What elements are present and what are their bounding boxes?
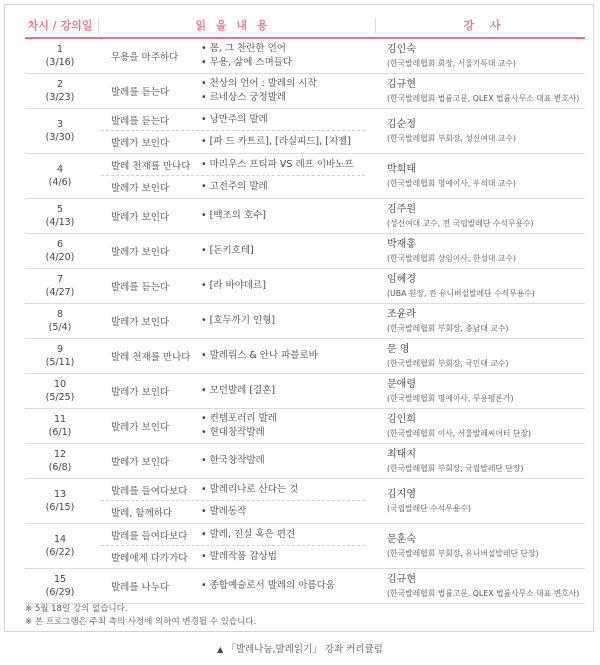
- lecturer-cell: [387, 154, 585, 198]
- content-subrow: [101, 409, 365, 443]
- content-subrow: [101, 304, 365, 338]
- session-cell: [25, 444, 95, 478]
- session-date: (6/29): [45, 587, 75, 598]
- content-subrow: [101, 524, 365, 546]
- lecturer-name: 박희태: [387, 164, 416, 175]
- session-date: (6/22): [45, 547, 75, 558]
- table-row: [25, 409, 585, 444]
- theme-label: 발레를 듣는다: [111, 282, 170, 293]
- lecturer-cell: [387, 234, 585, 268]
- lecturer-name: 김규현: [387, 79, 416, 90]
- session-column-header: 차시 / 강의일: [27, 19, 93, 32]
- session-cell: [25, 39, 95, 73]
- table-row: [25, 524, 585, 569]
- topic-item: • 낭만주의 발레: [201, 113, 365, 127]
- header-divider: [98, 18, 99, 34]
- table-row: [25, 339, 585, 374]
- session-cell: [25, 154, 95, 198]
- theme-label: 발레 천재를 만나다: [111, 160, 191, 172]
- lecturer-affiliation: (한국발레협회 부회장, 국립발레단 단장): [387, 464, 524, 473]
- session-cell: [25, 409, 95, 443]
- topic-list: [201, 131, 365, 153]
- lecturer-name: 최태지: [387, 449, 416, 460]
- theme-label: 발레가 보인다: [111, 387, 170, 398]
- session-cell: [25, 524, 95, 568]
- session-cell: [25, 234, 95, 268]
- topic-list: [201, 74, 365, 108]
- topic-item: • 천상의 언어 : 발레의 시작: [201, 77, 365, 91]
- table-row: [25, 269, 585, 304]
- theme-label: 발레가 보인다: [111, 212, 170, 223]
- lecturer-affiliation: (한국발레협회 부회장, 성신여대 교수): [387, 134, 516, 143]
- session-cell: [25, 199, 95, 233]
- session-number: 6: [56, 239, 64, 250]
- session-cell: [25, 109, 95, 153]
- session-cell: [25, 339, 95, 373]
- topic-list: [201, 501, 365, 523]
- session-cell: [25, 304, 95, 338]
- table-row: [25, 444, 585, 479]
- theme-label: 발레, 함께하다: [111, 508, 173, 519]
- content-subrow: [101, 154, 365, 176]
- topic-item: • 컨템포러리 발레: [201, 412, 365, 426]
- triangle-up-icon: ▲: [217, 645, 224, 654]
- lecturer-cell: [387, 479, 585, 523]
- topic-list: [201, 269, 365, 303]
- lecturer-affiliation: (한국발레협회 회장, 서울기독대 교수): [387, 59, 516, 68]
- topic-list: [201, 39, 365, 73]
- lecturer-name: 김규현: [387, 574, 416, 585]
- lecturer-cell: [387, 269, 585, 303]
- session-number: 7: [56, 274, 64, 285]
- theme-label: 발레를 들여다보다: [111, 530, 188, 542]
- content-subrow: [101, 444, 365, 478]
- session-number: 4: [56, 164, 64, 175]
- theme-label: 발레를 듣는다: [111, 87, 170, 98]
- content-subrow: [101, 479, 365, 501]
- topic-item: • 몸, 그 찬란한 언어: [201, 42, 365, 56]
- session-number: 11: [53, 414, 67, 425]
- session-date: (3/30): [45, 132, 75, 143]
- lecturer-cell: [387, 39, 585, 73]
- topic-item: • 르네상스 궁정발레: [201, 91, 365, 105]
- lecturer-name: 김지영: [387, 489, 416, 500]
- note-no-class: ※ 5월 18일 강의 없습니다.: [25, 604, 128, 614]
- topic-item: • 현대창작발레: [201, 426, 365, 440]
- lecturer-name: 조윤라: [387, 309, 416, 320]
- topic-item: • 발레작품 감상법: [201, 550, 365, 564]
- topic-list: [201, 154, 365, 175]
- session-number: 15: [53, 574, 67, 585]
- topic-list: [201, 479, 365, 500]
- theme-label: 발레가 보인다: [111, 247, 170, 258]
- topic-list: [201, 304, 365, 338]
- theme-label: 발레가 보인다: [111, 138, 170, 149]
- curriculum-table-frame: [4, 4, 594, 632]
- content-subrow: [101, 109, 365, 131]
- note-schedule-change: ※ 본 프로그램은 주최 측의 사정에 의하여 변경될 수 있습니다.: [25, 617, 257, 627]
- topic-item: • 발레동작: [201, 505, 365, 519]
- figure-caption: [0, 641, 600, 655]
- lecturer-name: 박재홍: [387, 239, 416, 250]
- theme-label: 발레 천재를 만나다: [111, 352, 191, 363]
- content-subrow: [101, 546, 365, 568]
- session-date: (4/13): [45, 217, 75, 228]
- lecturer-affiliation: (한국발레협회 이사, 서울발레씨어터 단장): [387, 429, 532, 438]
- theme-label: 발레가 보인다: [111, 457, 170, 468]
- lecturer-cell: [387, 569, 585, 603]
- caption-text: 「발레나눔,발레읽기」 강좌 커리큘럼: [226, 644, 383, 655]
- topic-list: [201, 444, 365, 478]
- session-number: 1: [56, 44, 64, 55]
- topic-item: • [라 바야데르]: [201, 279, 365, 293]
- table-row: [25, 479, 585, 524]
- session-number: 8: [56, 309, 64, 320]
- lecturer-cell: [387, 409, 585, 443]
- lecturer-cell: [387, 74, 585, 108]
- lecturer-affiliation: (한국발레협회 명예이사, 우석대 교수): [387, 179, 516, 188]
- lecturer-affiliation: (한국발레협회 부회장, 국민대 교수): [387, 359, 509, 368]
- table-header: [25, 15, 585, 39]
- session-cell: [25, 569, 95, 603]
- notes: [25, 603, 256, 629]
- lecturer-cell: [387, 109, 585, 153]
- table-row: [25, 374, 585, 409]
- lecturer-name: 문훈숙: [387, 534, 416, 545]
- lecturer-affiliation: (UBA 원장, 전 유니버설발레단 수석무용수): [387, 289, 535, 298]
- lecturer-name: 임혜경: [387, 274, 416, 285]
- table-row: [25, 39, 585, 74]
- lecturer-name: 문애령: [387, 379, 416, 390]
- table-row: [25, 74, 585, 109]
- content-subrow: [101, 39, 365, 73]
- theme-label: 무용을 마주하다: [111, 52, 179, 63]
- session-number: 2: [56, 79, 64, 90]
- session-cell: [25, 374, 95, 408]
- topic-list: [201, 569, 365, 603]
- topic-list: [201, 524, 365, 545]
- content-subrow: [101, 199, 365, 233]
- topic-item: • [파 드 카트르], [라실피드], [지젤]: [201, 135, 365, 149]
- content-subrow: [101, 374, 365, 408]
- header-divider: [375, 18, 376, 34]
- session-number: 13: [53, 489, 67, 500]
- topic-item: • 발레, 진실 혹은 편견: [201, 528, 365, 542]
- theme-label: 발레가 보인다: [111, 183, 170, 194]
- lecturer-name: 문 영: [387, 344, 410, 355]
- session-date: (6/15): [45, 502, 75, 513]
- session-number: 3: [56, 119, 64, 130]
- topic-list: [201, 409, 365, 443]
- lecturer-column-header: 강 사: [463, 19, 507, 32]
- topic-list: [201, 176, 365, 198]
- lecturer-affiliation: (성신여대 교수, 전 국립발레단 수석무용수): [387, 219, 534, 228]
- lecturer-cell: [387, 374, 585, 408]
- topic-item: • 발레리나로 산다는 것: [201, 483, 365, 497]
- session-number: 9: [56, 344, 64, 355]
- table-row: [25, 109, 585, 154]
- content-column-header: 읽 을 내 용: [195, 19, 271, 32]
- lecturer-affiliation: (한국발레협회 명예이사, 무용평론가): [387, 394, 514, 403]
- session-number: 14: [53, 534, 67, 545]
- content-subrow: [101, 131, 365, 153]
- session-date: (3/23): [45, 92, 75, 103]
- session-date: (4/6): [48, 177, 72, 188]
- lecturer-cell: [387, 199, 585, 233]
- session-date: (5/11): [45, 357, 75, 368]
- session-cell: [25, 269, 95, 303]
- content-subrow: [101, 269, 365, 303]
- topic-list: [201, 374, 365, 408]
- topic-item: • 한국창작발레: [201, 454, 365, 468]
- content-subrow: [101, 501, 365, 523]
- topic-item: • 모던발레 [결혼]: [201, 384, 365, 398]
- topic-list: [201, 339, 365, 373]
- lecturer-name: 김순정: [387, 119, 416, 130]
- session-date: (4/20): [45, 252, 75, 263]
- topic-list: [201, 199, 365, 233]
- lecturer-affiliation: (한국발레협회 상임이사, 한성대 교수): [387, 254, 516, 263]
- lecturer-name: 김인숙: [387, 44, 416, 55]
- session-number: 12: [53, 449, 67, 460]
- lecturer-affiliation: (한국발레협회 부회장, 유니버설발레단 단장): [387, 549, 539, 558]
- session-date: (6/1): [48, 427, 72, 438]
- session-cell: [25, 479, 95, 523]
- topic-item: • 고전주의 발레: [201, 180, 365, 194]
- topic-item: • 마리우스 프티파 VS 레프 이바노프: [201, 158, 365, 172]
- table-row: [25, 569, 585, 604]
- content-subrow: [101, 339, 365, 373]
- session-cell: [25, 74, 95, 108]
- session-date: (5/25): [45, 392, 75, 403]
- topic-item: • 종합예술로서 발레의 아름다움: [201, 579, 365, 593]
- session-number: 10: [53, 379, 67, 390]
- table-row: [25, 199, 585, 234]
- topic-item: • 발레뤼스 & 안나 파블로바: [201, 349, 365, 363]
- table-row: [25, 234, 585, 269]
- topic-list: [201, 546, 365, 568]
- table-row: [25, 304, 585, 339]
- lecturer-affiliation: (한국발레협회 부회장, 충남대 교수): [387, 324, 509, 333]
- lecturer-cell: [387, 444, 585, 478]
- theme-label: 발레가 보인다: [111, 317, 170, 328]
- session-date: (6/8): [48, 462, 72, 473]
- topic-item: • [백조의 호수]: [201, 209, 365, 223]
- theme-label: 발레에게 다가가다: [111, 553, 188, 564]
- topic-list: [201, 234, 365, 268]
- session-date: (5/4): [48, 322, 72, 333]
- topic-item: • [돈키호테]: [201, 244, 365, 258]
- theme-label: 발레가 보인다: [111, 422, 170, 433]
- lecturer-name: 김주원: [387, 204, 416, 215]
- content-subrow: [101, 569, 365, 603]
- theme-label: 발레를 나누다: [111, 582, 170, 593]
- lecturer-affiliation: (한국발레협회 법률고문, QLEX 법률사무소 대표 변호사): [387, 94, 580, 103]
- session-date: (3/16): [45, 57, 75, 68]
- topic-item: • 무용, 삶에 스며들다: [201, 56, 365, 70]
- lecturer-affiliation: (한국발레협회 법률고문, QLEX 법률사무소 대표 변호사): [387, 589, 580, 598]
- topic-list: [201, 109, 365, 130]
- content-subrow: [101, 234, 365, 268]
- topic-item: • [호두까기 인형]: [201, 314, 365, 328]
- lecturer-name: 김인희: [387, 414, 416, 425]
- session-number: 5: [56, 204, 64, 215]
- theme-label: 발레를 들여다보다: [111, 485, 188, 497]
- session-date: (4/27): [45, 287, 75, 298]
- content-subrow: [101, 74, 365, 108]
- lecturer-cell: [387, 304, 585, 338]
- content-subrow: [101, 176, 365, 198]
- lecturer-affiliation: (국립발레단 수석무용수): [387, 504, 471, 513]
- theme-label: 발레를 듣는다: [111, 115, 170, 127]
- lecturer-cell: [387, 524, 585, 568]
- table-row: [25, 154, 585, 199]
- lecturer-cell: [387, 339, 585, 373]
